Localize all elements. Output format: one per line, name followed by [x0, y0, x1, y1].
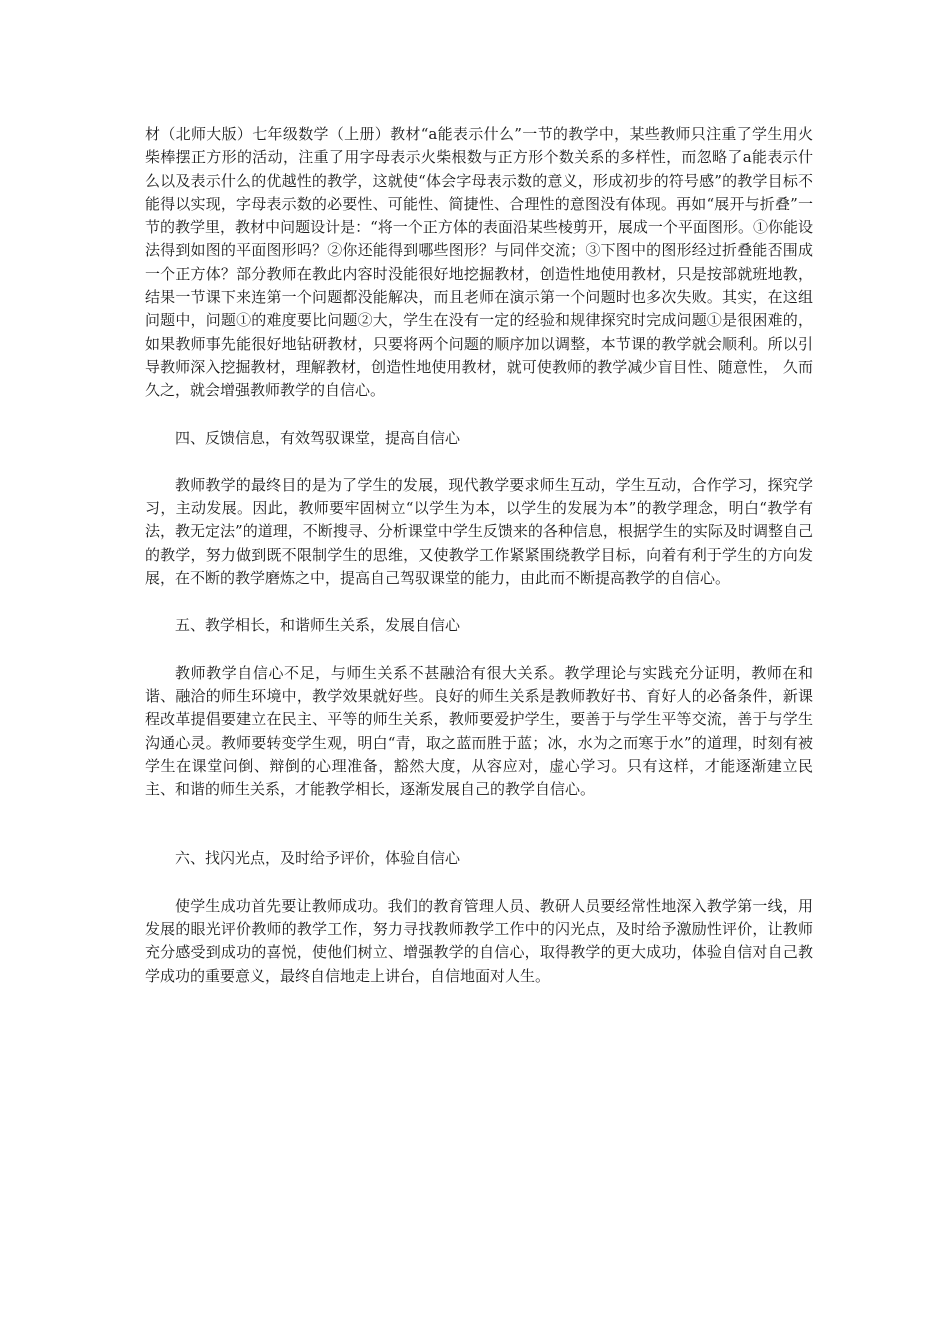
section-heading-5: 五、教学相长，和谐师生关系，发展自信心 — [175, 616, 461, 635]
paragraph-continuation: 材（北师大版）七年级数学（上册）教材“a能表示什么”一节的教学中，某些教师只注重了学生用火柴棒摆正方形的活动，注重了用字母表示火柴根数与正方形个数关系的多样性，而忽略了a能表示什么以及表示什么的优越性的教学，这就使“体会字母表示数的意义，形成初步的符号感”的教学目标不能得以实现，字母表示数的必要性、可能性、简捷性、合理性的意图没有体现。再如“展开与折叠”一节的教学里，教材中问题设计是：“将一个正方体的表面沿某些棱剪开，展成一个平面图形。①你能设法得到如图的平面图形吗？②你还能得到哪些图形？与同伴交流；③下图中的图形经过折叠能否围成一个正方体？部分教师在教此内容时没能很好地挖掘教材，创造性地使用教材，只是按部就班地教，结果一节课下来连第一个问题都没能解决，而且老师在演示第一个问题时也多次失败。其实，在这组问题中，问题①的难度要比问题②大，学生在没有一定的经验和规律探究时完成问题①是很困难的，如果教师事先能很好地钻研教材，只要将两个问题的顺序加以调整，本节课的教学就会顺利。所以引导教师深入挖掘教材，理解教材，创造性地使用教材，就可使教师的教学减少盲目性、随意性， 久而久之，就会增强教师教学的自信心。 — [145, 125, 813, 400]
section-heading-6: 六、找闪光点，及时给予评价，体验自信心 — [175, 849, 461, 868]
paragraph-section-4: 教师教学的最终目的是为了学生的发展，现代教学要求师生互动，学生互动，合作学习，探究学习，主动发展。因此，教师要牢固树立“以学生为本，以学生的发展为本”的教学理念，明白“教学有法，教无定法”的道理，不断搜寻、分析课堂中学生反馈来的各种信息，根据学生的实际及时调整自己的教学，努力做到既不限制学生的思维，又使教学工作紧紧围绕教学目标，向着有利于学生的方向发展，在不断的教学磨炼之中，提高自己驾驭课堂的能力，由此而不断提高教学的自信心。 — [145, 475, 813, 588]
document-body — [145, 123, 813, 988]
paragraph-section-5: 教师教学自信心不足，与师生关系不甚融洽有很大关系。教学理论与实践充分证明，教师在和谐、融洽的师生环境中，教学效果就好些。良好的师生关系是教师教好书、育好人的必备条件，新课程改革提倡要建立在民主、平等的师生关系，教师要爱护学生，要善于与学生平等交流，善于与学生沟通心灵。教师要转变学生观，明白“青，取之蓝而胜于蓝；冰，水为之而寒于水”的道理，时刻有被学生在课堂问倒、辩倒的心理准备，豁然大度，从容应对，虚心学习。只有这样，才能逐渐建立民主、和谐的师生关系，才能教学相长，逐渐发展自己的教学自信心。 — [145, 663, 813, 799]
section-heading-4: 四、反馈信息，有效驾驭课堂，提高自信心 — [175, 428, 461, 447]
paragraph-section-6: 使学生成功首先要让教师成功。我们的教育管理人员、教研人员要经常性地深入教学第一线，用发展的眼光评价教师的教学工作，努力寻找教师教学工作中的闪光点，及时给予激励性评价，让教师充分感受到成功的喜悦，使他们树立、增强教学的自信心，取得教学的更大成功，体验自信对自己教学成功的重要意义，最终自信地走上讲台，自信地面对人生。 — [145, 896, 813, 985]
